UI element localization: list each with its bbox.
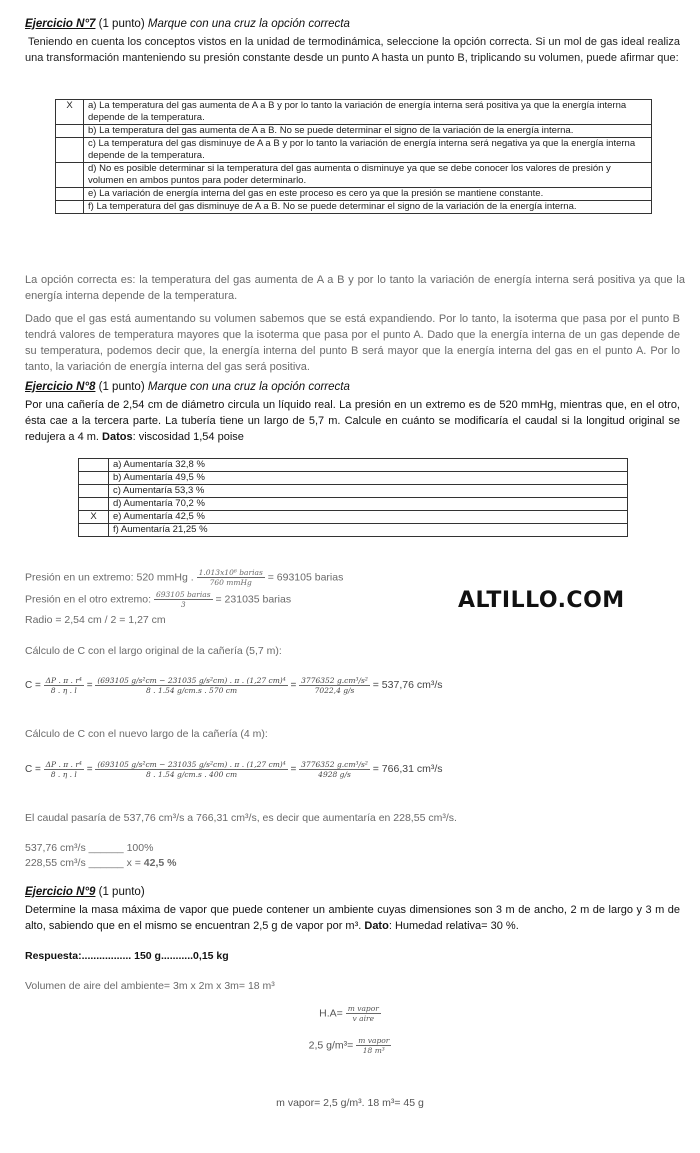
rule-of-three-line-1: 537,76 cm³/s ______ 100% <box>25 842 154 854</box>
option-row <box>79 459 628 472</box>
calc-2-substitution-numerator: (693105 g/s²cm − 231035 g/s²cm) . π . (1,27 cm)⁴ <box>97 760 286 769</box>
calc-1-formula-denominator: 8 . η . l <box>50 686 77 695</box>
calc-1-substitution-numerator: (693105 g/s²cm − 231035 g/s²cm) . π . (1,27 cm)⁴ <box>97 676 286 685</box>
option-mark-cell[interactable]: X <box>79 511 109 524</box>
option-row <box>79 524 628 537</box>
humidity-formula-numerator: m vapor <box>347 1004 379 1013</box>
radius-line: Radio = 2,54 cm / 2 = 1,27 cm <box>25 614 166 626</box>
calc-2-simplified-denominator: 4928 g/s <box>318 770 351 779</box>
pressure-1-numerator: 1.013x10⁶ barias <box>198 568 263 577</box>
calc-2-formula-denominator: 8 . η . l <box>50 770 77 779</box>
exercise-8-conclusion: El caudal pasaría de 537,76 cm³/s a 766,31 cm³/s, es decir que aumentaría en 228,55 cm³/s. <box>25 812 457 824</box>
exercise-7-answer: La opción correcta es: la temperatura del gas aumenta de A a B y por lo tanto la variación de energía interna será positiva ya que la energía interna depende de la temperatura. <box>25 274 685 302</box>
calc-2-formula-numerator: ΔP . π . r⁴ <box>45 760 82 769</box>
calc-1-c-prefix: C = <box>25 680 44 692</box>
exercise-7-points: (1 punto) <box>95 18 148 30</box>
exercise-8-instruction: Marque con una cruz la opción correcta <box>147 381 350 393</box>
calc-1-formula <box>44 676 84 695</box>
calc-2-formula <box>44 760 84 779</box>
calc-1-equation: C = $\frac{\text{ΔP . π . r⁴}}{8 . \eta . l}$ = $\frac{\text{(693105 g/s²cm − 231035 g/s²cm) . π . (1,27 cm)⁴}}{8 . 1.54 g/cm.s . 570 cm}$ = $\frac{\text{3776352 g.cm³/s²}}{7022,4 g/s}$ = 537,76 cm³/s <box>25 676 443 695</box>
humidity-formula-fraction <box>346 1004 381 1023</box>
option-text: e) Aumentaría 42,5 % <box>109 511 628 524</box>
option-row <box>56 100 652 125</box>
option-mark-cell[interactable]: X <box>56 100 84 125</box>
exercise-7-instruction: Marque con una cruz la opción correcta <box>147 18 350 30</box>
option-text: a) La temperatura del gas aumenta de A a B y por lo tanto la variación de energía interna será positiva ya que la energía interna depende de la temperatura. <box>84 100 652 125</box>
exercise-9-answer-value: ................. 150 g...........0,15 kg <box>81 950 229 962</box>
option-row <box>79 485 628 498</box>
option-mark-cell[interactable] <box>56 201 84 214</box>
exercise-7-explanation: Dado que el gas está aumentando su volumen sabemos que se está expandiendo. Por lo tanto, la isoterma que pasa por el punto B tendrá valores de temperatura mayores que la isoterma que pasa por el punto A. Dado que la energía interna de un gas depende de su temperatura, podemos decir que, la energía interna del punto B será mayor que la energía interna del gas en el punto A. Por lo tanto, la variación de energía interna del gas será positiva. <box>25 313 680 373</box>
exercise-9-answer <box>25 950 229 962</box>
rule-of-three-line-2 <box>25 857 176 869</box>
pressure-1-result: = 693105 barias <box>264 571 344 584</box>
humidity-formula <box>0 1004 700 1023</box>
calc-1-result: = 537,76 cm³/s <box>369 679 443 692</box>
option-mark-cell[interactable] <box>79 524 109 537</box>
altillo-logo: ALTILLO.COM <box>458 588 625 613</box>
exercise-9-points: (1 punto) <box>95 886 145 898</box>
calc-2-substitution <box>95 760 287 779</box>
calc-1-substitution <box>95 676 287 695</box>
option-text: c) La temperatura del gas disminuye de A a B y por lo tanto la variación de energía interna será negativa ya que la energía interna depende de la temperatura. <box>84 138 652 163</box>
option-mark-cell[interactable] <box>56 125 84 138</box>
pressure-2-line <box>25 590 291 609</box>
exercise-9-data-text: : Humedad relativa= 30 %. <box>388 920 519 932</box>
option-row <box>56 201 652 214</box>
option-row <box>56 138 652 163</box>
option-text: d) Aumentaría 70,2 % <box>109 498 628 511</box>
option-text: a) Aumentaría 32,8 % <box>109 459 628 472</box>
option-mark-cell[interactable] <box>56 138 84 163</box>
calc-2-substitution-denominator: 8 . 1.54 g/cm.s . 400 cm <box>146 770 238 779</box>
option-row <box>56 188 652 201</box>
option-text: f) La temperatura del gas disminuye de A a B. No se puede determinar el signo de la variación de la energía interna. <box>84 201 652 214</box>
calc-2-simplified-numerator: 3776352 g.cm³/s² <box>301 760 368 769</box>
exercise-9-statement-text: Determine la masa máxima de vapor que puede contener un ambiente cuyas dimensiones son 3 m de ancho, 2 m de largo y 3 m de alto, sabiendo que en el mismo se encuentran 2,5 g de vapor por m³. <box>25 904 680 932</box>
exercise-8-options-table <box>78 458 628 537</box>
exercise-7-options-table <box>55 99 652 214</box>
option-text: b) Aumentaría 49,5 % <box>109 472 628 485</box>
humidity-substitution-numerator: m vapor <box>358 1036 390 1045</box>
rule-of-three-label: 228,55 cm³/s ______ x = <box>25 857 144 869</box>
option-mark-cell[interactable] <box>56 163 84 188</box>
calc-2-result: = 766,31 cm³/s <box>369 763 443 776</box>
exercise-9-number: Ejercicio N°9 <box>25 886 96 898</box>
exercise-8-statement <box>25 397 680 445</box>
pressure-2-fraction <box>154 590 213 609</box>
humidity-substitution-prefix: 2,5 g/m³= <box>308 1039 357 1052</box>
calc-2-title: Cálculo de C con el nuevo largo de la cañería (4 m): <box>25 728 268 740</box>
pressure-2-label: Presión en el otro extremo: <box>25 593 154 606</box>
option-row <box>56 125 652 138</box>
pressure-2-numerator: 693105 barias <box>155 590 211 599</box>
exercise-8-heading <box>25 381 350 393</box>
exercise-7-heading <box>25 18 350 30</box>
exercise-8-points: (1 punto) <box>95 381 148 393</box>
exercise-7-statement: Teniendo en cuenta los conceptos vistos en la unidad de termodinámica, seleccione la opción correcta. Si un mol de gas ideal realiza una transformación manteniendo su presión constante desde un punto A hasta un punto B, triplicando su volumen, puede afirmar que: <box>25 36 680 64</box>
option-text: f) Aumentaría 21,25 % <box>109 524 628 537</box>
humidity-substitution <box>0 1036 700 1055</box>
calc-1-formula-numerator: ΔP . π . r⁴ <box>45 676 82 685</box>
option-row <box>56 163 652 188</box>
calc-1-simplified-numerator: 3776352 g.cm³/s² <box>301 676 368 685</box>
option-mark-cell[interactable] <box>79 485 109 498</box>
exercise-9-volume: Volumen de aire del ambiente= 3m x 2m x 3m= 18 m³ <box>25 980 275 992</box>
option-row <box>79 511 628 524</box>
pressure-2-result: = 231035 barias <box>212 593 292 606</box>
option-row <box>79 498 628 511</box>
exercise-9-statement <box>25 902 680 934</box>
exercise-9-final-result: m vapor= 2,5 g/m³. 18 m³= 45 g <box>276 1097 424 1109</box>
pressure-1-label: Presión en un extremo: 520 mmHg . <box>25 571 197 584</box>
exercise-8-data-text: : viscosidad 1,54 poise <box>132 431 244 443</box>
option-text: b) La temperatura del gas aumenta de A a B. No se puede determinar el signo de la variación de la energía interna. <box>84 125 652 138</box>
calc-2-c-prefix: C = <box>25 764 44 776</box>
calc-1-simplified <box>299 676 370 695</box>
humidity-substitution-denominator: 18 m³ <box>362 1046 385 1055</box>
humidity-formula-prefix: H.A= <box>319 1007 346 1020</box>
calc-1-simplified-denominator: 7022,4 g/s <box>314 686 355 695</box>
exercise-8-number: Ejercicio N°8 <box>25 381 96 393</box>
option-text: c) Aumentaría 53,3 % <box>109 485 628 498</box>
option-text: e) La variación de energía interna del gas en este proceso es cero ya que la presión se mantiene constante. <box>84 188 652 201</box>
option-mark-cell[interactable] <box>56 188 84 201</box>
option-mark-cell[interactable] <box>79 472 109 485</box>
rule-of-three-result: 42,5 % <box>143 857 177 869</box>
exercise-7-number: Ejercicio N°7 <box>25 18 96 30</box>
humidity-substitution-fraction <box>356 1036 391 1055</box>
calc-2-equation: C = $\frac{\text{ΔP . π . r⁴}}{8 . \eta . l}$ = $\frac{\text{(693105 g/s²cm − 231035 g/s²cm) . π . (1,27 cm)⁴}}{8 . 1.54 g/cm.s . 400 cm}$ = $\frac{\text{3776352 g.cm³/s²}}{4928 g/s}$ = 766,31 cm³/s <box>25 760 443 779</box>
option-text: d) No es posible determinar si la temperatura del gas aumenta o disminuye ya que se debe conocer los valores de presión y volumen en ambos puntos para poder determinarlo. <box>84 163 652 188</box>
pressure-2-denominator: 3 <box>180 600 186 609</box>
calc-2-simplified <box>299 760 370 779</box>
pressure-1-denominator: 760 mmHg <box>209 578 252 587</box>
calc-1-substitution-denominator: 8 . 1.54 g/cm.s . 570 cm <box>146 686 238 695</box>
pressure-1-line <box>25 568 343 587</box>
exercise-9-data-label: Dato <box>364 920 389 932</box>
pressure-1-fraction <box>197 568 265 587</box>
exercise-8-statement-text: Por una cañería de 2,54 cm de diámetro circula un líquido real. La presión en un extremo es de 520 mmHg, mientras que, en el otro, ésta cae a la tercera parte. La tubería tiene un largo de 5,7 m. Calcule en cuánto se modificaría el caudal si la longitud original se redujera a 4 m. <box>25 399 680 443</box>
option-row <box>79 472 628 485</box>
calc-1-title: Cálculo de C con el largo original de la cañería (5,7 m): <box>25 645 282 657</box>
humidity-formula-denominator: v aire <box>352 1014 375 1023</box>
exercise-9-heading <box>25 886 145 898</box>
option-mark-cell[interactable] <box>79 498 109 511</box>
exercise-9-answer-label: Respuesta: <box>25 950 82 962</box>
option-mark-cell[interactable] <box>79 459 109 472</box>
exercise-8-data-label: Datos <box>102 431 133 443</box>
